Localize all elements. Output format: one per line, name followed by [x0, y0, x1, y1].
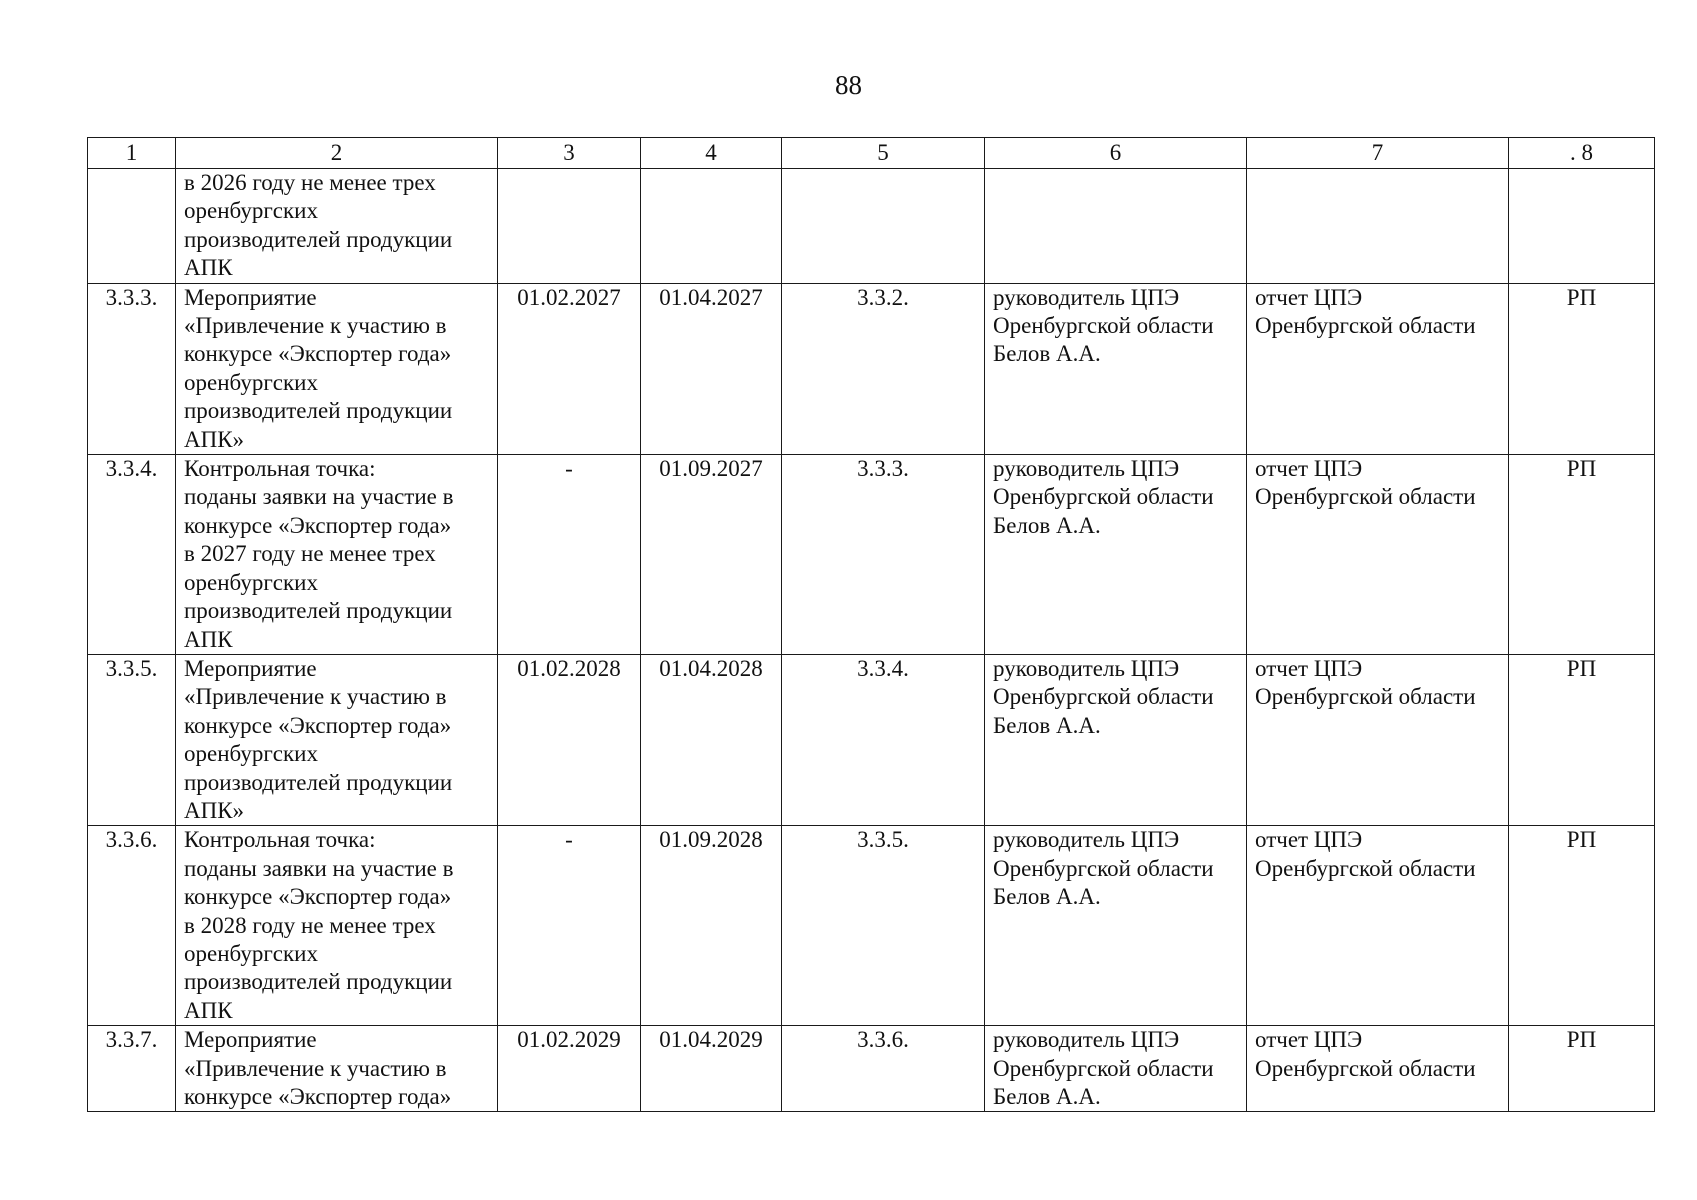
end-date: 01.04.2027	[641, 283, 782, 454]
responsible-line: руководитель ЦПЭ	[993, 1027, 1180, 1053]
responsible-line: Оренбургской области	[993, 1055, 1214, 1081]
item-name-line: «Привлечение к участию в	[184, 1055, 447, 1081]
table-row	[88, 826, 1655, 1026]
responsible	[985, 1026, 1247, 1112]
page-number: 88	[835, 70, 862, 100]
item-name-line: конкурсе «Экспортер года»	[184, 512, 452, 538]
control-level: РП	[1509, 1026, 1655, 1112]
item-number: 3.3.7.	[88, 1026, 176, 1112]
control-level: РП	[1509, 283, 1655, 454]
result-document-line: отчет ЦПЭ	[1255, 655, 1363, 681]
control-level: РП	[1509, 455, 1655, 655]
predecessor: 3.3.3.	[782, 455, 985, 655]
item-name-line: конкурсе «Экспортер года»	[184, 884, 452, 910]
start-date: 01.02.2029	[498, 1026, 641, 1112]
item-name-line: производителей продукции	[184, 226, 453, 252]
responsible-line: руководитель ЦПЭ	[993, 827, 1180, 853]
plan-table	[87, 137, 1655, 1112]
item-name-line: производителей продукции	[184, 969, 453, 995]
end-date: 01.04.2029	[641, 1026, 782, 1112]
control-level: РП	[1509, 826, 1655, 1026]
item-name-line: Мероприятие	[184, 1027, 317, 1053]
item-name-line: в 2027 году не менее трех	[184, 541, 436, 567]
item-number: 3.3.5.	[88, 654, 176, 825]
start-date: -	[498, 455, 641, 655]
start-date: 01.02.2028	[498, 654, 641, 825]
result-document-line: Оренбургской области	[1255, 855, 1476, 881]
item-name-line: Контрольная точка:	[184, 827, 376, 853]
item-name-line: поданы заявки на участие в	[184, 484, 454, 510]
column-header-4: 4	[641, 138, 782, 169]
column-header-2: 2	[176, 138, 498, 169]
end-date: 01.04.2028	[641, 654, 782, 825]
responsible-line: Белов А.А.	[993, 512, 1101, 538]
item-name-line: конкурсе «Экспортер года»	[184, 341, 452, 367]
responsible	[985, 283, 1247, 454]
result-document-line: Оренбургской области	[1255, 684, 1476, 710]
predecessor: 3.3.6.	[782, 1026, 985, 1112]
result-document-line: Оренбургской области	[1255, 313, 1476, 339]
item-name	[176, 826, 498, 1026]
end-date: 01.09.2028	[641, 826, 782, 1026]
table-row	[88, 1026, 1655, 1112]
predecessor: 3.3.5.	[782, 826, 985, 1026]
responsible-line: Оренбургской области	[993, 684, 1214, 710]
responsible-line: Оренбургской области	[993, 313, 1214, 339]
responsible-line: Белов А.А.	[993, 341, 1101, 367]
table-row	[88, 169, 1655, 284]
end-date	[641, 169, 782, 284]
end-date: 01.09.2027	[641, 455, 782, 655]
responsible-line: Белов А.А.	[993, 1084, 1101, 1109]
item-name-line: оренбургских	[184, 369, 318, 395]
result-document-line: отчет ЦПЭ	[1255, 1027, 1363, 1053]
responsible-line: Белов А.А.	[993, 884, 1101, 910]
responsible	[985, 826, 1247, 1026]
predecessor: 3.3.2.	[782, 283, 985, 454]
item-name-line: Мероприятие	[184, 655, 317, 681]
column-header-8: . 8	[1509, 138, 1655, 169]
start-date	[498, 169, 641, 284]
result-document	[1247, 826, 1509, 1026]
item-name-line: «Привлечение к участию в	[184, 684, 447, 710]
table-row	[88, 654, 1655, 825]
responsible-line: руководитель ЦПЭ	[993, 655, 1180, 681]
item-name-line: производителей продукции	[184, 398, 453, 424]
item-name-line: производителей продукции	[184, 598, 453, 624]
item-name-line: АПК	[184, 255, 233, 281]
item-name-line: конкурсе «Экспортер года»	[184, 712, 452, 738]
item-name-line: в 2028 году не менее трех	[184, 912, 436, 938]
item-name-line: оренбургских	[184, 741, 318, 767]
responsible	[985, 455, 1247, 655]
column-header-3: 3	[498, 138, 641, 169]
responsible-line: Оренбургской области	[993, 855, 1214, 881]
table-row	[88, 455, 1655, 655]
item-name-line: поданы заявки на участие в	[184, 855, 454, 881]
result-document-line: Оренбургской области	[1255, 1055, 1476, 1081]
item-name-line: АПК	[184, 997, 233, 1023]
item-number: 3.3.6.	[88, 826, 176, 1026]
item-name-line: оренбургских	[184, 569, 318, 595]
column-header-7: 7	[1247, 138, 1509, 169]
item-name-line: Контрольная точка:	[184, 456, 376, 482]
column-header-5: 5	[782, 138, 985, 169]
item-name	[176, 1026, 498, 1112]
result-document-line: отчет ЦПЭ	[1255, 827, 1363, 853]
item-number: 3.3.4.	[88, 455, 176, 655]
item-name	[176, 169, 498, 284]
item-name-line: Мероприятие	[184, 284, 317, 310]
item-name-line: оренбургских	[184, 940, 318, 966]
header-row	[88, 138, 1655, 169]
responsible-line: Оренбургской области	[993, 484, 1214, 510]
item-name-line: АПК	[184, 626, 233, 652]
result-document-line: Оренбургской области	[1255, 484, 1476, 510]
item-name-line: производителей продукции	[184, 769, 453, 795]
result-document	[1247, 1026, 1509, 1112]
plan-table-body	[88, 169, 1655, 1112]
result-document	[1247, 169, 1509, 284]
item-name	[176, 283, 498, 454]
item-number: 3.3.3.	[88, 283, 176, 454]
item-name	[176, 455, 498, 655]
item-name-line: АПК»	[184, 797, 245, 823]
item-name-line: оренбургских	[184, 198, 318, 224]
start-date: -	[498, 826, 641, 1026]
result-document	[1247, 455, 1509, 655]
column-header-6: 6	[985, 138, 1247, 169]
control-level: РП	[1509, 654, 1655, 825]
responsible-line: руководитель ЦПЭ	[993, 284, 1180, 310]
responsible	[985, 169, 1247, 284]
result-document-line: отчет ЦПЭ	[1255, 284, 1363, 310]
responsible-line: руководитель ЦПЭ	[993, 456, 1180, 482]
result-document-line: отчет ЦПЭ	[1255, 456, 1363, 482]
predecessor	[782, 169, 985, 284]
control-level	[1509, 169, 1655, 284]
responsible	[985, 654, 1247, 825]
item-name-line: АПК»	[184, 426, 245, 452]
item-name-line: в 2026 году не менее трех	[184, 170, 436, 195]
item-name-line: конкурсе «Экспортер года»	[184, 1084, 452, 1109]
start-date: 01.02.2027	[498, 283, 641, 454]
result-document	[1247, 283, 1509, 454]
item-name-line: «Привлечение к участию в	[184, 313, 447, 339]
predecessor: 3.3.4.	[782, 654, 985, 825]
column-header-1: 1	[88, 138, 176, 169]
item-number	[88, 169, 176, 284]
responsible-line: Белов А.А.	[993, 712, 1101, 738]
table-row	[88, 283, 1655, 454]
item-name	[176, 654, 498, 825]
result-document	[1247, 654, 1509, 825]
